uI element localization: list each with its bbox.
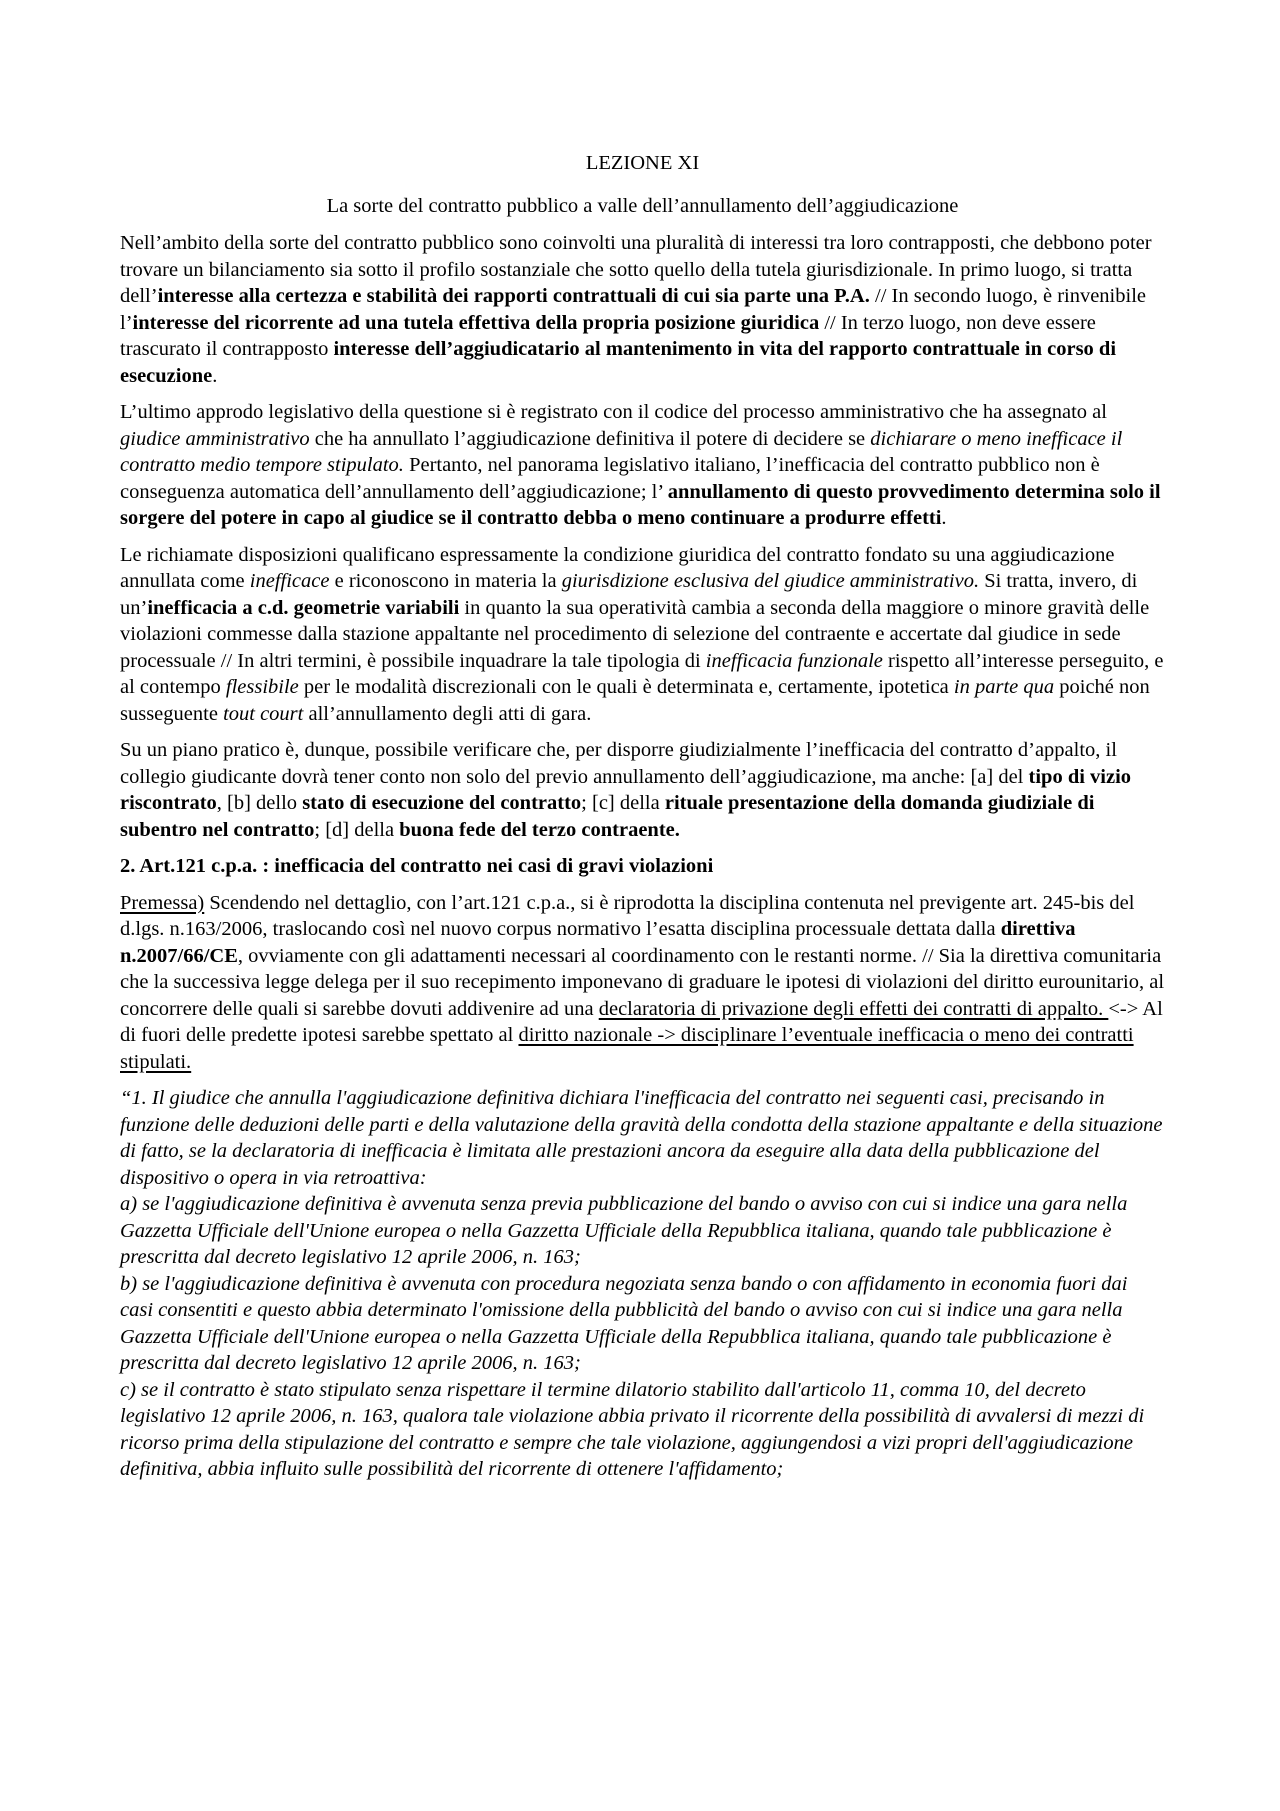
quote-item-c: c) se il contratto è stato stipulato senza rispettare il termine dilatorio stabilito dall'articolo 11, comma 10, del decreto legislativo 12 aprile 2006, n. 163, qualora tale violazione abbia privato il ricorrente della possibilità di avvalersi di mezzi di ricorso prima della stipulazione del contratto e sempre che tale violazione, aggiungendosi a vizi propri dell'aggiudicazione definitiva, abbia influito sulle possibilità del ricorrente di ottenere l'affidamento; — [120, 1378, 1145, 1480]
text: in quanto la sua operatività cambia a seconda della maggiore o minore gravità delle violazioni commesse dalla stazione appaltante nel procedimento di selezione del contraente e accertate dal giudice in sede processuale // In altri termini, è possibile inquadrare la tale tipologia di — [120, 596, 1150, 672]
underlined-text: diritto nazionale -> disciplinare l’eventuale inefficacia o meno dei contratti stipulati. — [120, 1024, 1134, 1073]
text: . — [212, 364, 218, 387]
text: <-> Al di fuori delle predette ipotesi sarebbe spettato al — [120, 997, 1163, 1046]
italic-text: inefficacia funzionale — [705, 649, 883, 672]
quote-item-b: b) se l'aggiudicazione definitiva è avvenuta con procedura negoziata senza bando o con affidamento in economia fuori dai casi consentiti e questo abbia determinato l'omissione della pubblicità del bando o avviso con cui si indice una gara nella Gazzetta Ufficiale dell'Unione europea o nella Gazzetta Ufficiale della Repubblica italiana, quando tale pubblicazione è prescritta dal decreto legislativo 12 aprile 2006, n. 163; — [120, 1272, 1128, 1374]
text: . — [941, 507, 947, 529]
bold-text: buona fede del terzo contraente. — [399, 818, 680, 841]
paragraph-piano-pratico — [120, 737, 1165, 843]
text: poiché non susseguente — [120, 676, 1150, 725]
italic-text: giurisdizione esclusiva del giudice amministrativo. — [561, 570, 980, 592]
paragraph-geometrie-variabili — [120, 542, 1165, 728]
text: Le richiamate disposizioni qualificano espressamente la condizione giuridica del contratto fondato su una aggiudicazione annullata come — [120, 543, 1115, 592]
lesson-title: LEZIONE XI — [585, 152, 700, 174]
text: L’ultimo approdo legislativo della questione si è registrato con il codice del processo amministrativo che ha assegnato al — [120, 401, 1107, 423]
law-quotation — [120, 1085, 1165, 1483]
text: all’annullamento degli atti di gara. — [303, 702, 592, 725]
bold-text: annullamento di questo provvedimento determina solo il sorgere del potere in capo al giudice se il contratto debba o meno continuare a produrre effetti — [120, 480, 1161, 529]
text: // In secondo luogo, è rinvenibile l’ — [120, 285, 1146, 334]
text: , ovviamente con gli adattamenti necessari al coordinamento con le restanti norme. // Sia la direttiva comunitaria che la successiva legge delega per il suo recepimento imponevano di graduare le ipotesi di violazioni del diritto eurounitario, al concorrere delle quali si sarebbe dovuti addivenire ad una — [120, 944, 1165, 1020]
bold-text: tipo di vizio riscontrato — [120, 765, 1132, 814]
text: che ha annullato l’aggiudicazione definitiva il potere di decidere se — [309, 427, 871, 450]
text: // In terzo luogo, non deve essere trascurato il contrapposto — [120, 311, 1096, 360]
section-heading: 2. Art.121 c.p.a. : inefficacia del contratto nei casi di gravi violazioni — [120, 855, 714, 877]
paragraph-interessi — [120, 230, 1165, 389]
document-body — [120, 150, 1165, 1483]
paragraph-codice-processo — [120, 399, 1165, 532]
italic-text: tout court — [223, 702, 304, 725]
italic-text: in parte qua — [953, 676, 1055, 698]
underlined-text: Premessa) — [120, 891, 205, 914]
quote-item-a: a) se l'aggiudicazione definitiva è avvenuta senza previa pubblicazione del bando o avviso con cui si indice una gara nella Gazzetta Ufficiale dell'Unione europea o nella Gazzetta Ufficiale della Repubblica italiana, quando tale pubblicazione è prescritta dal decreto legislativo 12 aprile 2006, n. 163; — [120, 1193, 1128, 1268]
italic-text: flessibile — [225, 676, 299, 698]
italic-text: inefficace — [249, 570, 330, 592]
bold-text: interesse alla certezza e stabilità dei rapporti contrattuali di cui sia parte una P.A. — [157, 285, 870, 307]
text: , [b] dello — [216, 792, 303, 814]
italic-text: giudice amministrativo — [120, 427, 310, 450]
quote-intro: “1. Il giudice che annulla l'aggiudicazione definitiva dichiara l'inefficacia del contratto nei seguenti casi, precisando in funzione delle deduzioni delle parti e della valutazione della gravità della condotta della stazione appaltante e della situazione di fatto, se la declaratoria di inefficacia è limitata alle prestazioni ancora da eseguire alla data della pubblicazione del dispositivo o opera in via retroattiva: — [120, 1087, 1163, 1189]
text: Pertanto, nel panorama legislativo italiano, l’inefficacia del contratto pubblico non è conseguenza automatica dell’annullamento dell’aggiudicazione; l’ — [120, 454, 1100, 503]
text: ; [c] della — [581, 792, 665, 814]
lesson-subtitle: La sorte del contratto pubblico a valle dell’annullamento dell’aggiudicazione — [326, 194, 959, 217]
text: per le modalità discrezionali con le quali è determinata e, certamente, ipotetica — [298, 676, 954, 698]
text: rispetto all’interesse perseguito, e al contempo — [120, 649, 1164, 698]
bold-text: direttiva n.2007/66/CE — [120, 918, 1076, 967]
text: ; [d] della — [314, 818, 400, 841]
bold-text: interesse dell’aggiudicatario al mantenimento in vita del rapporto contrattuale in corso di esecuzione — [120, 338, 1117, 387]
text: Scendendo nel dettaglio, con l’art.121 c.p.a., si è riprodotta la disciplina contenuta nel previgente art. 245-bis del d.lgs. n.163/2006, traslocando così nel nuovo corpus normativo l’esatta disciplina processuale dettata dalla — [120, 891, 1135, 940]
text: e riconoscono in materia la — [329, 570, 562, 592]
bold-text: stato di esecuzione del contratto — [302, 792, 582, 814]
italic-text: dichiarare o meno inefficace il contratto medio tempore stipulato. — [120, 427, 1123, 476]
bold-text: interesse del ricorrente ad una tutela effettiva della propria posizione giuridica — [132, 311, 820, 334]
text: Su un piano pratico è, dunque, possibile verificare che, per disporre giudizialmente l’inefficacia del contratto d’appalto, il collegio giudicante dovrà tener conto non solo del previo annullamento dell’aggiudicazione, ma anche: [a] del — [120, 739, 1117, 788]
bold-text: rituale presentazione della domanda giudiziale di subentro nel contratto — [120, 792, 1095, 841]
text: Si tratta, invero, di un’ — [120, 570, 1138, 619]
bold-text: inefficacia a c.d. geometrie variabili — [147, 596, 460, 619]
underlined-text: declaratoria di privazione degli effetti dei contratti di appalto. — [598, 997, 1109, 1020]
paragraph-premessa — [120, 890, 1165, 1076]
text: Nell’ambito della sorte del contratto pubblico sono coinvolti una pluralità di interessi tra loro contrapposti, che debbono poter trovare un bilanciamento sia sotto il profilo sostanziale che sotto quello della tutela giurisdizionale. In primo luogo, si tratta dell’ — [120, 232, 1152, 307]
